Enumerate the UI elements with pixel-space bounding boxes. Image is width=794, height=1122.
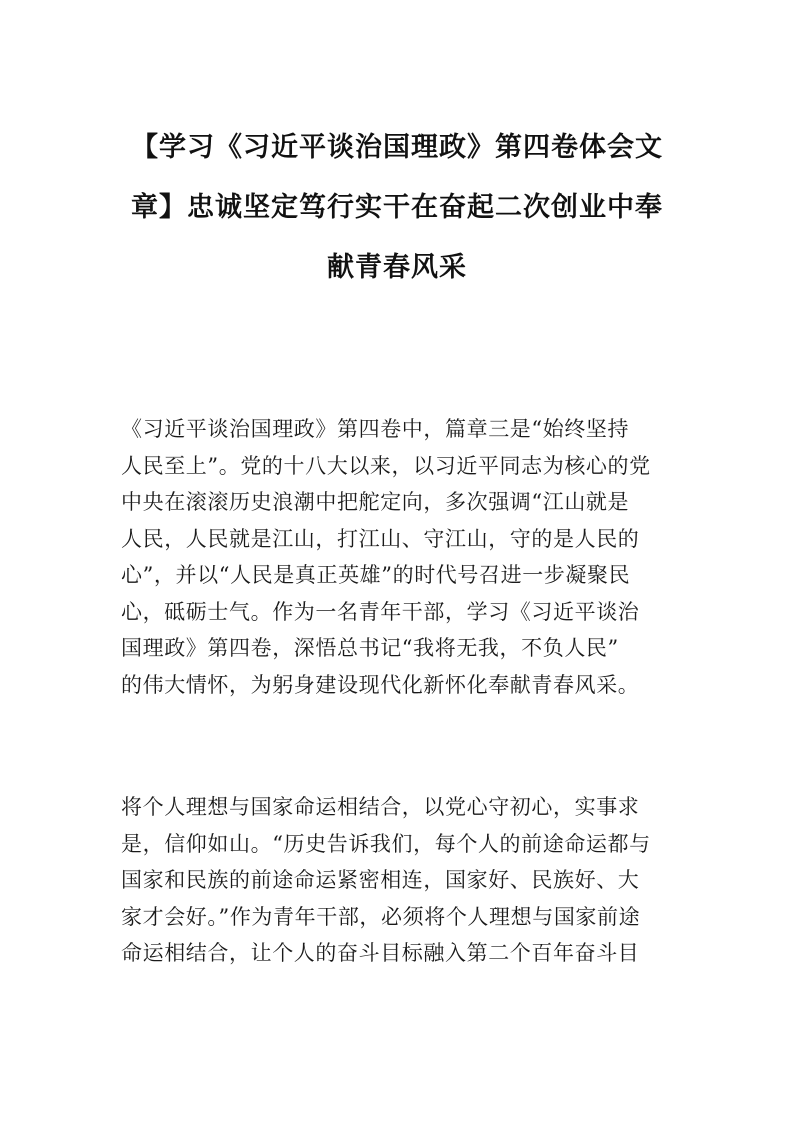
title-line: 章】忠诚坚定笃行实干在奋起二次创业中奉 [131,192,663,223]
text-line: 人民至上”。党的十八大以来，以习近平同志为核心的党 [121,453,651,478]
text-line: 的伟大情怀，为躬身建设现代化新怀化奉献青春风采。 [121,672,640,697]
body-paragraph-2 [121,789,677,972]
title-line: 【学习《习近平谈治国理政》第四卷体会文 [131,132,663,163]
document-title [112,118,682,298]
text-line: 《习近平谈治国理政》第四卷中，篇章三是“始终坚持 [121,417,630,441]
text-line: 是，信仰如山。“历史告诉我们，每个人的前途命运都与 [121,831,651,856]
text-line: 心，砥砺士气。作为一名青年干部，学习《习近平谈治 [121,599,640,624]
title-line: 献青春风采 [327,252,467,283]
text-line: 家才会好。”作为青年干部，必须将个人理想与国家前途 [121,904,641,929]
text-line: 人民，人民就是江山，打江山、守江山，守的是人民的 [121,526,640,551]
text-line: 将个人理想与国家命运相结合，以党心守初心，实事求 [121,795,640,819]
text-line: 国家和民族的前途命运紧密相连，国家好、民族好、大 [121,868,640,892]
text-line: 国理政》第四卷，深悟总书记“我将无我，不负人民” [121,636,619,660]
text-line: 中央在滚滚历史浪潮中把舵定向，多次强调“江山就是 [121,490,630,514]
text-line: 心”，并以“人民是真正英雄”的时代号召进一步凝聚民 [121,563,631,587]
body-paragraph-1 [121,411,677,703]
text-line: 命运相结合，让个人的奋斗目标融入第二个百年奋斗目 [121,941,640,965]
